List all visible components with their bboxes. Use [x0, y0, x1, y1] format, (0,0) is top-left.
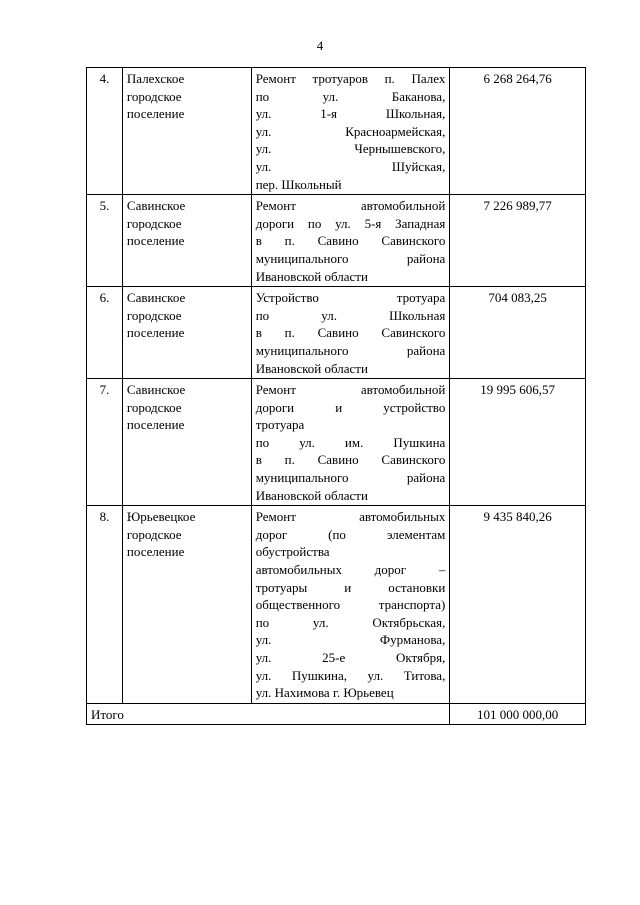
- work-description-line: дороги и устройство: [255, 399, 446, 415]
- municipality-line: городское: [126, 307, 182, 323]
- work-description-line: по ул. им. Пушкина: [255, 434, 446, 450]
- work-description-line: ул. Красноармейская,: [255, 123, 446, 139]
- municipality-line: Савинское: [126, 382, 186, 398]
- municipality-line: городское: [126, 215, 182, 231]
- work-description-cell: [251, 287, 450, 379]
- work-description-line: Ивановской области: [255, 268, 368, 284]
- municipality-cell: [122, 287, 251, 379]
- work-description-line: обустройства: [255, 544, 330, 560]
- work-description-cell: [251, 506, 450, 704]
- work-description-line: пер. Школьный: [255, 176, 342, 192]
- amount-cell: 19 995 606,57: [450, 379, 586, 506]
- row-number: 6.: [87, 287, 123, 379]
- municipality-cell: [122, 195, 251, 287]
- work-description-line: Ивановской области: [255, 360, 368, 376]
- work-description-line: ул. Нахимова г. Юрьевец: [255, 685, 394, 701]
- municipality-cell: [122, 379, 251, 506]
- total-row: [87, 703, 586, 725]
- page-number: 4: [316, 38, 324, 53]
- municipality-line: поселение: [126, 417, 185, 433]
- work-description-line: Ремонт автомобильных: [255, 509, 446, 525]
- work-description-line: Ремонт автомобильной: [255, 198, 446, 214]
- municipality-line: поселение: [126, 106, 185, 122]
- work-description-line: дорог (по элементам: [255, 526, 446, 542]
- row-number: 4.: [87, 68, 123, 195]
- table-row: [87, 68, 586, 195]
- work-description-line: муниципального района: [255, 470, 446, 486]
- amount-cell: 6 268 264,76: [450, 68, 586, 195]
- work-description-line: общественного транспорта): [255, 597, 446, 613]
- work-description-cell: [251, 379, 450, 506]
- municipality-line: городское: [126, 88, 182, 104]
- amount-cell: 7 226 989,77: [450, 195, 586, 287]
- work-description-line: по ул. Школьная: [255, 307, 446, 323]
- work-description-line: в п. Савино Савинского: [255, 452, 446, 468]
- municipality-line: Савинское: [126, 290, 186, 306]
- municipality-line: поселение: [126, 544, 185, 560]
- work-description-line: ул. Фурманова,: [255, 632, 446, 648]
- table-row: [87, 379, 586, 506]
- work-description-line: Устройство тротуара: [255, 290, 446, 306]
- work-description-line: ул. Шуйская,: [255, 158, 446, 174]
- row-number: 8.: [87, 506, 123, 704]
- municipality-line: поселение: [126, 233, 185, 249]
- table-row: [87, 287, 586, 379]
- work-description-line: Ивановской области: [255, 487, 368, 503]
- municipality-line: Савинское: [126, 198, 186, 214]
- row-number: 5.: [87, 195, 123, 287]
- work-description-line: дороги по ул. 5-я Западная: [255, 215, 446, 231]
- work-description-line: муниципального района: [255, 342, 446, 358]
- total-amount: 101 000 000,00: [450, 703, 586, 725]
- municipality-line: Палехское: [126, 71, 185, 86]
- municipality-line: городское: [126, 399, 182, 415]
- work-description-line: ул. Чернышевского,: [255, 141, 446, 157]
- work-description-line: по ул. Баканова,: [255, 88, 446, 104]
- table-row: [87, 195, 586, 287]
- municipality-line: городское: [126, 526, 182, 542]
- work-description-cell: [251, 195, 450, 287]
- municipality-cell: [122, 506, 251, 704]
- work-description-line: ул. 1-я Школьная,: [255, 106, 446, 122]
- total-label: Итого: [87, 703, 450, 725]
- work-description-line: муниципального района: [255, 250, 446, 266]
- municipality-line: поселение: [126, 325, 185, 341]
- work-description-line: тротуары и остановки: [255, 579, 446, 595]
- work-description-line: в п. Савино Савинского: [255, 233, 446, 249]
- work-description-line: в п. Савино Савинского: [255, 325, 446, 341]
- work-description-line: Ремонт автомобильной: [255, 382, 446, 398]
- work-description-line: по ул. Октябрьская,: [255, 614, 446, 630]
- municipality-cell: [122, 68, 251, 195]
- amount-cell: 704 083,25: [450, 287, 586, 379]
- municipality-line: Юрьевецкое: [126, 509, 196, 525]
- work-description-line: ул. 25-е Октября,: [255, 650, 446, 665]
- funding-table: [86, 67, 586, 725]
- work-description-line: автомобильных дорог –: [255, 562, 446, 578]
- work-description-line: ул. Пушкина, ул. Титова,: [255, 667, 446, 683]
- amount-cell: 9 435 840,26: [450, 506, 586, 704]
- row-number: 7.: [87, 379, 123, 506]
- work-description-line: Ремонт тротуаров п. Палех: [255, 71, 446, 86]
- work-description-cell: [251, 68, 450, 195]
- work-description-line: тротуара: [255, 417, 305, 433]
- table-row: [87, 506, 586, 704]
